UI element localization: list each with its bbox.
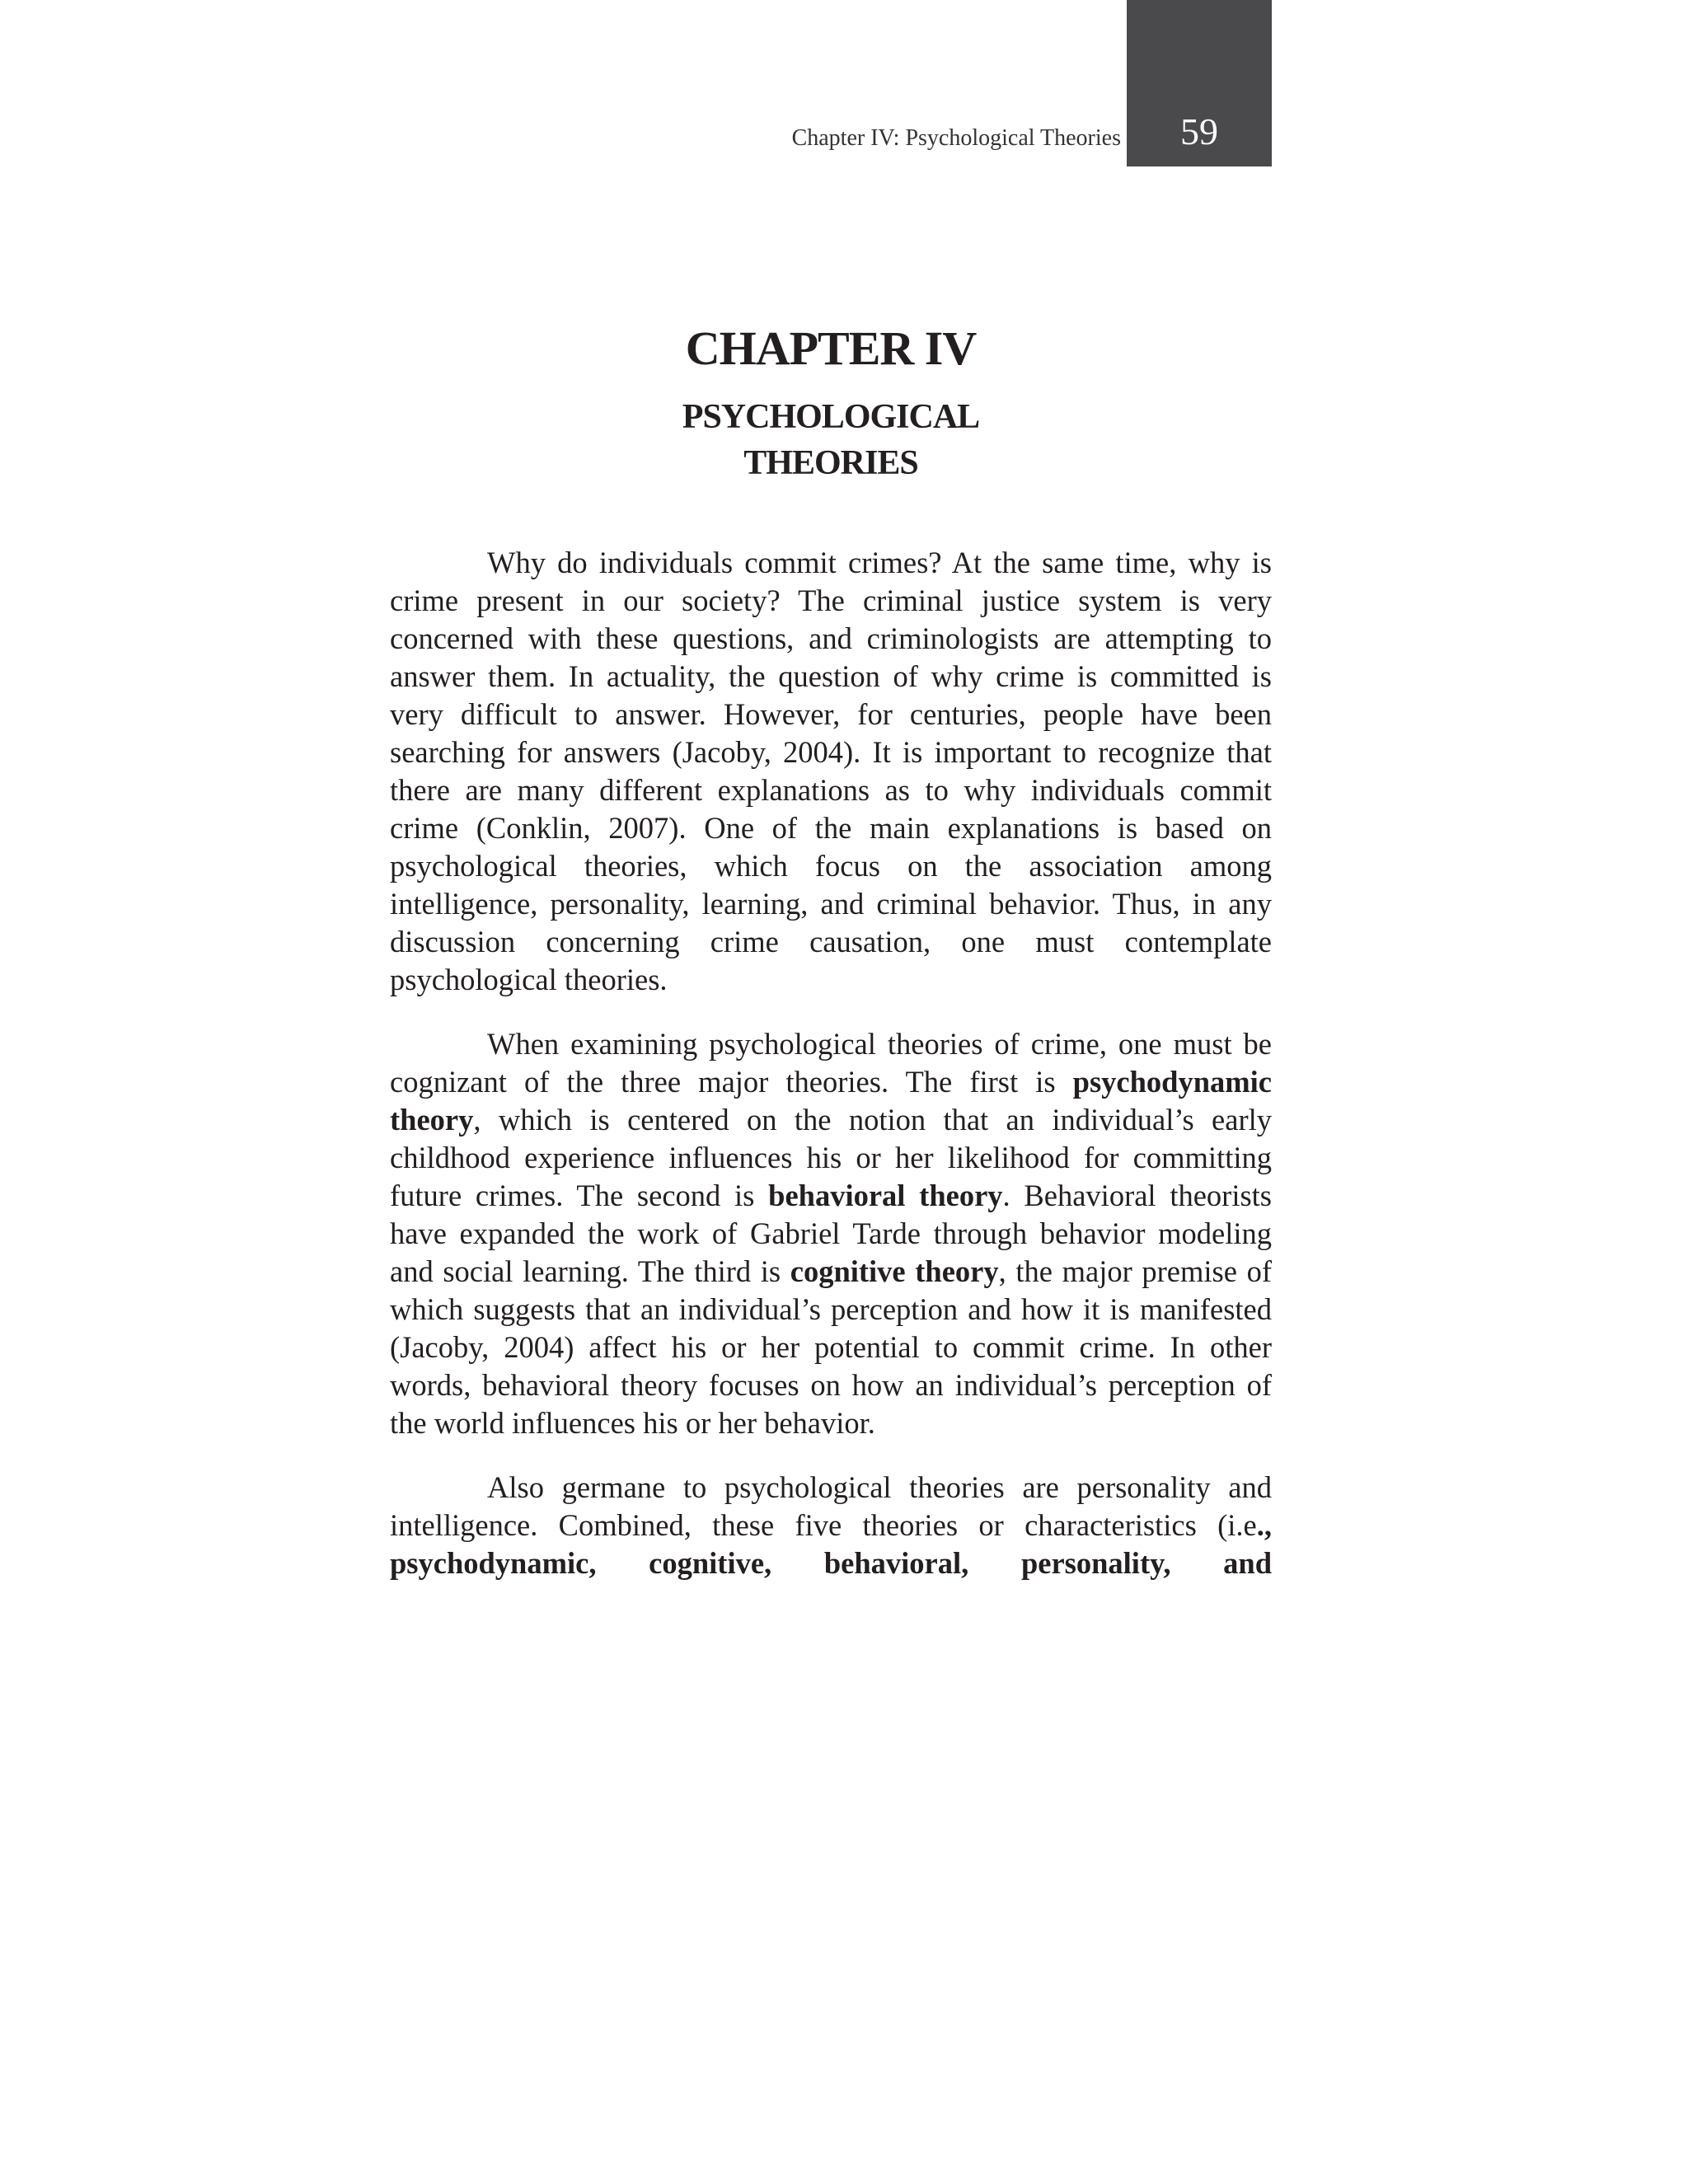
chapter-subtitle bbox=[390, 394, 1272, 486]
paragraph-3-text-1: Also germane to psychological theories are personality and intelligence. Combined, these five theories or characteristics (i.e bbox=[390, 1470, 1272, 1542]
term-behavioral-theory: behavioral theory bbox=[768, 1179, 1003, 1212]
term-cognitive-theory: cognitive theory bbox=[790, 1254, 999, 1288]
term-list: ., psychodynamic, cognitive, behavioral, personality, and bbox=[390, 1508, 1272, 1580]
running-head: Chapter IV: Psychological Theories bbox=[791, 125, 1121, 151]
page-number-tab bbox=[1127, 0, 1272, 166]
body-text bbox=[390, 544, 1272, 1609]
paragraph-1: Why do individuals commit crimes? At the same time, why is crime present in our society? The criminal justice system is very concerned with these questions, and criminologists are attempting to answer them. In actuality, the question of why crime is committed is very difficult to answer. However, for centuries, people have been searching for answers (Jacoby, 2004). It is important to recognize that there are many different explanations as to why individuals commit crime (Conklin, 2007). One of the main explanations is based on psychological theories, which focus on the association among intelligence, personality, learning, and criminal behavior. Thus, in any discussion concerning crime causation, one must contemplate psychological theories. bbox=[390, 546, 1272, 996]
paragraph-2-text-4: , the major premise of which suggests that an individual’s perception and how it is manifested (Jacoby, 2004) affect his or her potential to commit crime. In other words, behavioral theory focuses on how an individual’s perception of the world influences his or her behavior. bbox=[390, 1254, 1272, 1440]
paragraph-2 bbox=[390, 1025, 1272, 1442]
paragraph-2-text-1: When examining psychological theories of crime, one must be cognizant of the three major theories. The first is bbox=[390, 1027, 1272, 1099]
paragraph-2-text-3: . Behavioral theorists have expanded the work of Gabriel Tarde through behavior modeling and social learning. The third is bbox=[390, 1179, 1273, 1288]
chapter-title: CHAPTER IV bbox=[685, 321, 977, 375]
paragraph-2-text-2: , which is centered on the notion that an individual’s early childhood experience influences his or her likelihood for committing future crimes. The second is bbox=[390, 1103, 1272, 1212]
paragraph-3 bbox=[390, 1469, 1272, 1582]
chapter-subtitle-line-1: PSYCHOLOGICAL bbox=[682, 398, 980, 436]
page-number: 59 bbox=[1180, 110, 1218, 152]
chapter-subtitle-line-2: THEORIES bbox=[743, 444, 918, 482]
term-psychodynamic-theory: psychodynamic theory bbox=[390, 1065, 1272, 1137]
